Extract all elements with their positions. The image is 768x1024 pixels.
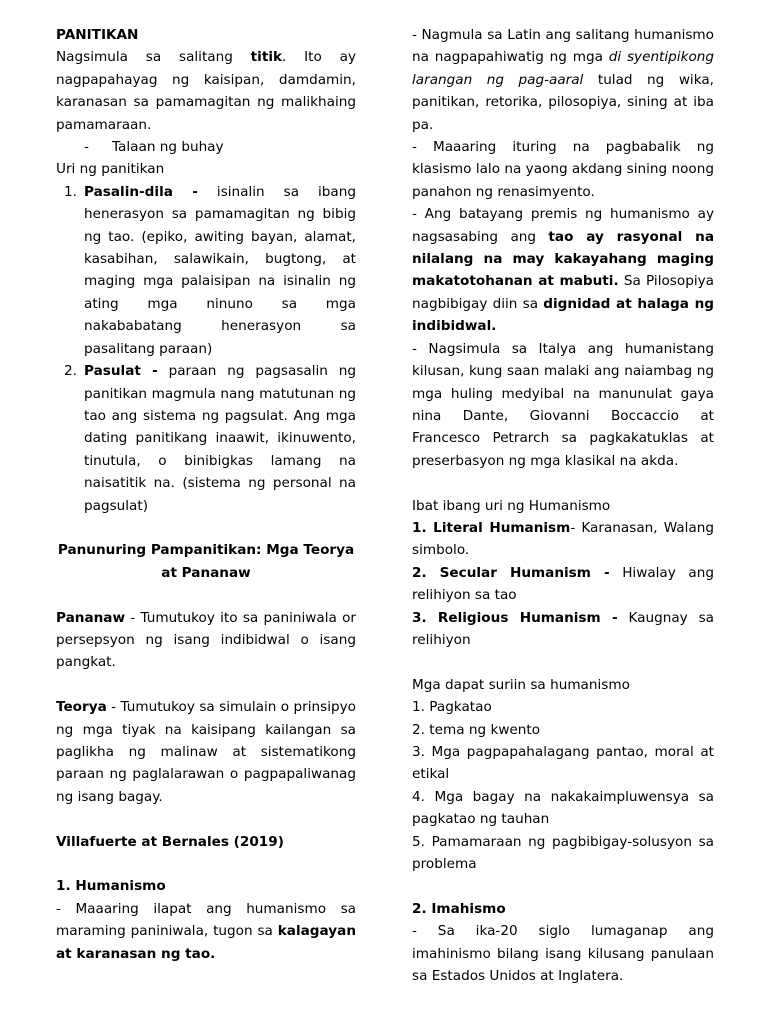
paragraph-italya: - Nagsimula sa Italya ang humanistang kilusan, kung saan malaki ang naiambag ng mga huling medyibal na manunulat gaya nina Dante, Giovanni Boccaccio at Francesco Petrarch sa pagkakatuklas at preserbasyon ng mga klasikal na akda. <box>412 340 714 469</box>
list-item: 4. Mga bagay na nakakaimpluwensya sa pagkatao ng tauhan <box>412 788 714 828</box>
humanismo-heading: 1. Humanismo <box>56 878 166 895</box>
imahismo-heading: 2. Imahismo <box>412 900 506 917</box>
list-item: 2. tema ng kwento <box>412 721 541 738</box>
section-heading: Panunuring Pampanitikan: Mga Teorya at Pananaw <box>57 542 355 581</box>
list-item: 1. Literal Humanism- Karanasan, Walang simbolo. <box>412 519 714 559</box>
list-item: 1. Pagkatao <box>412 699 492 716</box>
list-item: 2. Pasulat - paraan ng pagsasalin ng panitikan magmula nang matutunan ng tao ang sistema ng pagsulat. Ang mga dating panitikang inaawit, ikinuwento, tinutula, o binibigkas lamang na naisatitik na. (sistema ng personal na pagsulat) <box>64 363 356 514</box>
paragraph-latin: - Nagmula sa Latin ang salitang humanismo na nagpapahiwatig ng mga di syentipikong larangan ng pag-aaral tulad ng wika, panitikan, retorika, pilosopiya, sining at iba pa. <box>412 27 715 133</box>
pananaw-definition: Pananaw - Tumutukoy ito sa paniniwala or persepsyon ng isang indibidwal o isang pangkat. <box>56 609 356 671</box>
uri-humanismo-heading: Ibat ibang uri ng Humanismo <box>412 497 611 514</box>
uri-heading: Uri ng panitikan <box>56 161 165 178</box>
imahismo-paragraph: - Sa ika-20 siglo lumaganap ang imahinismo bilang isang kilusang panulaan sa Estados Unidos at Inglatera. <box>412 923 714 985</box>
right-column <box>412 24 714 987</box>
suriin-heading: Mga dapat suriin sa humanismo <box>412 676 630 693</box>
page-title: PANITIKAN <box>56 27 139 43</box>
list-item: 1. Pasalin-dila - isinalin sa ibang henerasyon sa pamamagitan ng bibig ng tao. (epiko, awiting bayan, alamat, kasabihan, salawikain, bugtong, at maging mga palaisipan na isinalin ng ating mga ninuno sa mga nakababatang henerasyon sa pasalitang paraan) <box>64 183 357 357</box>
source-heading: Villafuerte at Bernales (2019) <box>56 833 284 850</box>
talaan-item: - Talaan ng buhay <box>84 139 224 156</box>
humanismo-paragraph: - Maaaring ilapat ang humanismo sa maraming paniniwala, tugon sa kalagayan at karanasan ng tao. <box>56 900 356 962</box>
list-item: 2. Secular Humanism - Hiwalay ang relihiyon sa tao <box>412 564 714 604</box>
list-item: 5. Pamamaraan ng pagbibigay-solusyon sa problema <box>412 833 714 872</box>
paragraph-premis: - Ang batayang premis ng humanismo ay nagsasabing ang tao ay rasyonal na nilalang na may kakayahang maging makatotohanan at mabuti. Sa Pilosopiya nagbibigay diin sa dignidad at halaga ng indibidwal. <box>412 206 714 335</box>
teorya-definition: Teorya - Tumutukoy sa simulain o prinsipyo ng mga tiyak na kaisipang kailangan sa paglikha ng malinaw at sistematikong paraan ng paglalarawan o pagpapaliwanag ng isang bagay. <box>56 699 356 805</box>
left-column <box>56 24 356 965</box>
intro-paragraph: Nagsimula sa salitang titik. Ito ay nagpapahayag ng kaisipan, damdamin, karanasan sa pamamagitan ng malikhaing pamamaraan. <box>56 49 357 133</box>
list-item: 3. Religious Humanism - Kaugnay sa relihiyon <box>412 609 715 648</box>
paragraph-klasismo: - Maaaring ituring na pagbabalik ng klasismo lalo na yaong akdang sining noong panahon ng renasimyento. <box>412 139 714 200</box>
list-item: 3. Mga pagpapahalagang pantao, moral at etikal <box>412 743 714 783</box>
